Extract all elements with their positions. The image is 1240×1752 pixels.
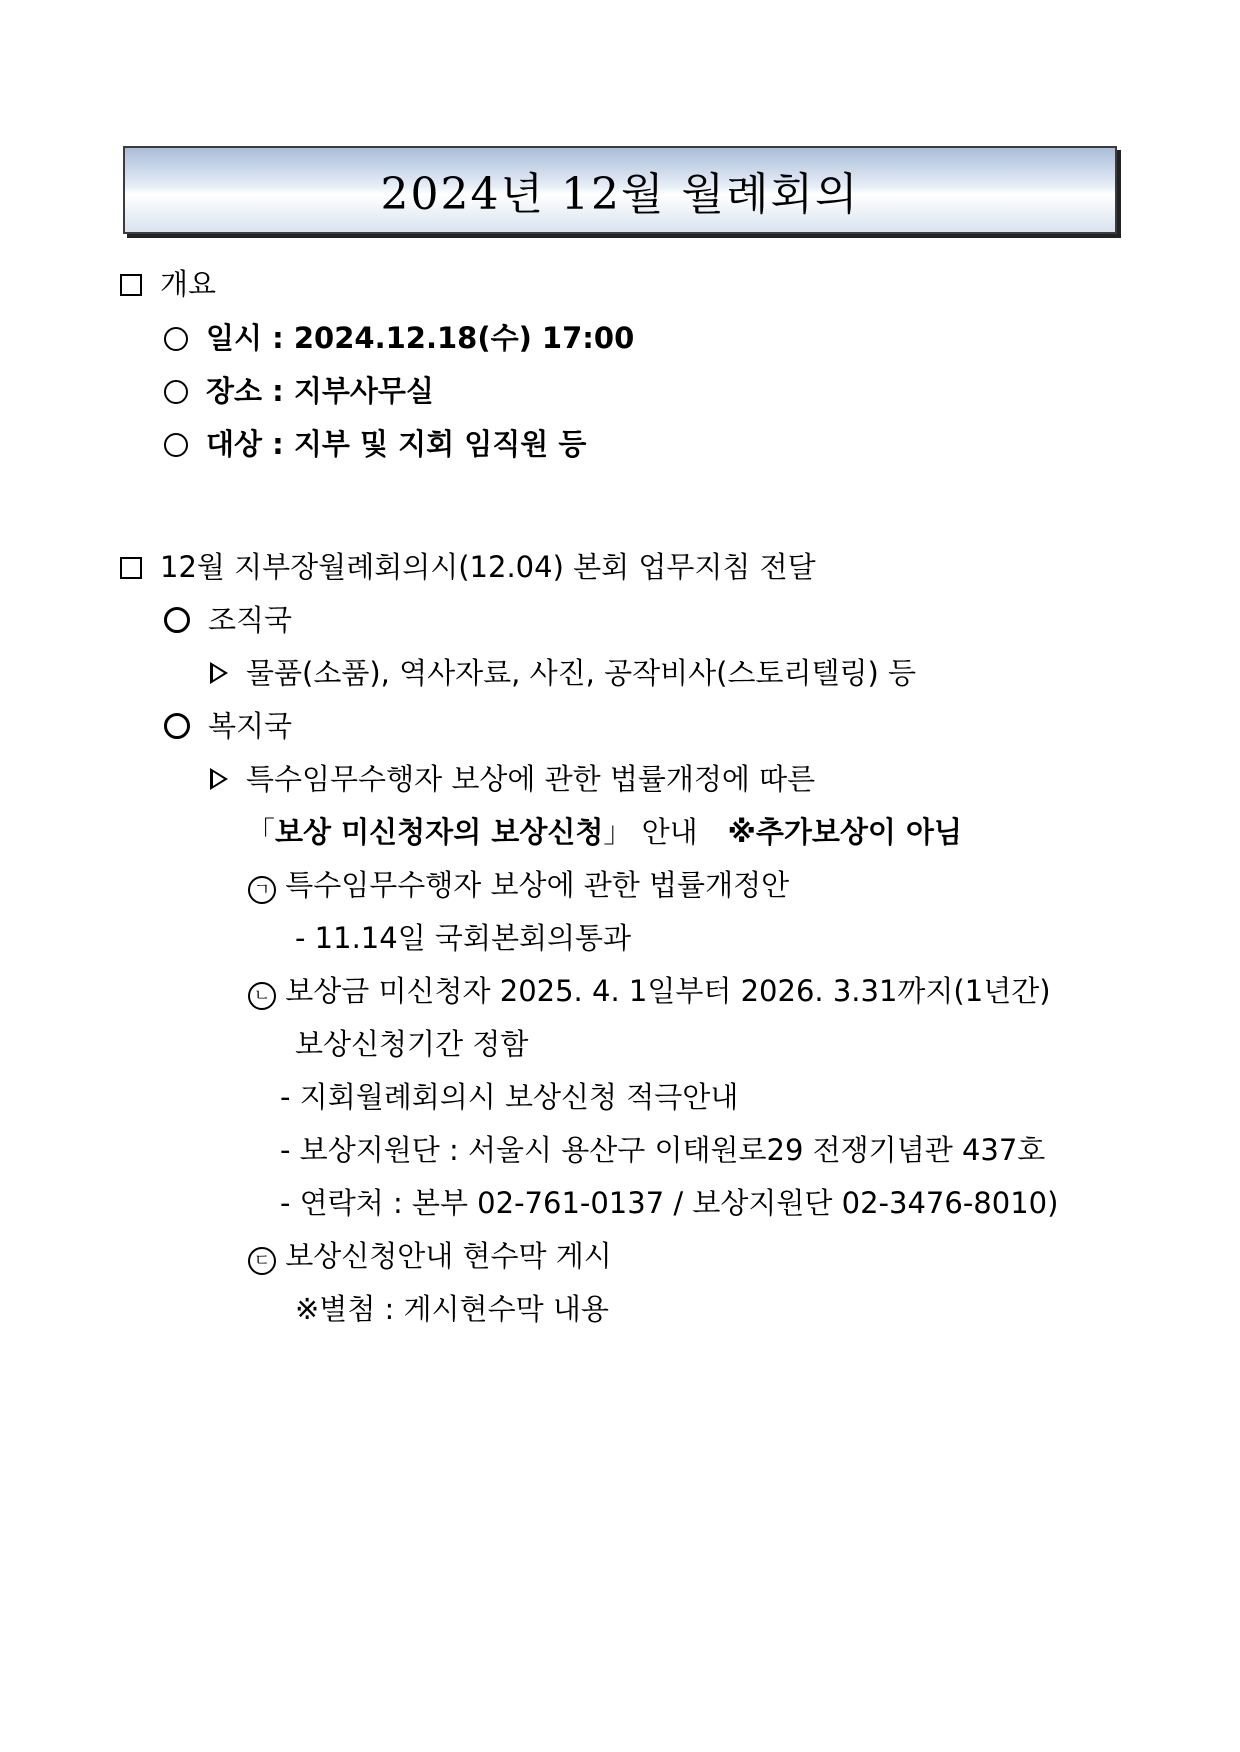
org-dept-name: 조직국 bbox=[208, 603, 293, 637]
circle-bullet-icon bbox=[164, 380, 188, 404]
welfare-dept-row bbox=[164, 708, 292, 744]
org-dept-row bbox=[164, 602, 292, 638]
title-box bbox=[123, 146, 1117, 234]
overview-item-date: 일시 : 2024.12.18(수) 17:00 bbox=[164, 320, 634, 356]
overview-item-place: 장소 : 지부사무실 bbox=[164, 373, 434, 409]
welfare-sub-a: ㄱ 특수임무수행자 보상에 관한 법률개정안 bbox=[248, 867, 789, 904]
welfare-sub-c-detail: ※별첨 : 게시현수막 내용 bbox=[295, 1292, 609, 1326]
welfare-item-line1: 특수임무수행자 보상에 관한 법률개정에 따른 bbox=[210, 761, 815, 797]
section1-heading-row bbox=[120, 266, 216, 302]
triangle-bullet-icon bbox=[210, 768, 228, 790]
checkbox-square-icon bbox=[120, 557, 142, 579]
welfare-sub-a-detail: - 11.14일 국회본회의통과 bbox=[295, 921, 632, 955]
note-not-additional: ※추가보상이 아님 bbox=[727, 815, 963, 849]
encircled-marker: ㄱ bbox=[248, 876, 276, 904]
overview-item-target: 대상 : 지부 및 지회 임직원 등 bbox=[164, 426, 586, 462]
welfare-sub-b-detail3: - 연락처 : 본부 02-761-0137 / 보상지원단 02-3476-8010) bbox=[280, 1186, 1059, 1220]
triangle-bullet-icon bbox=[210, 662, 228, 684]
circle-bullet-icon bbox=[164, 607, 190, 633]
section2-heading: 12월 지부장월례회의시(12.04) 본회 업무지침 전달 bbox=[160, 550, 816, 584]
page-title: 2024년 12월 월례회의 bbox=[380, 169, 860, 220]
welfare-sub-b-detail1: - 지회월례회의시 보상신청 적극안내 bbox=[280, 1080, 739, 1114]
welfare-sub-b-detail2: - 보상지원단 : 서울시 용산구 이태원로29 전쟁기념관 437호 bbox=[280, 1133, 1046, 1167]
welfare-sub-c: ㄷ 보상신청안내 현수막 게시 bbox=[248, 1238, 612, 1275]
section2-heading-row bbox=[120, 549, 816, 585]
welfare-item-line2: 「보상 미신청자의 보상신청」 안내 ※추가보상이 아님 bbox=[246, 815, 963, 849]
circle-bullet-icon bbox=[164, 327, 188, 351]
circle-bullet-icon bbox=[164, 713, 190, 739]
encircled-marker: ㄷ bbox=[248, 1247, 276, 1275]
org-dept-item: 물품(소품), 역사자료, 사진, 공작비사(스토리텔링) 등 bbox=[210, 655, 916, 691]
welfare-dept-name: 복지국 bbox=[208, 709, 293, 743]
circle-bullet-icon bbox=[164, 433, 188, 457]
checkbox-square-icon bbox=[120, 274, 142, 296]
welfare-sub-b: ㄴ 보상금 미신청자 2025. 4. 1일부터 2026. 3.31까지(1년간) bbox=[248, 973, 1051, 1010]
section1-heading: 개요 bbox=[160, 267, 217, 301]
encircled-marker: ㄴ bbox=[248, 982, 276, 1010]
welfare-sub-b-line2: 보상신청기간 정함 bbox=[295, 1027, 529, 1061]
